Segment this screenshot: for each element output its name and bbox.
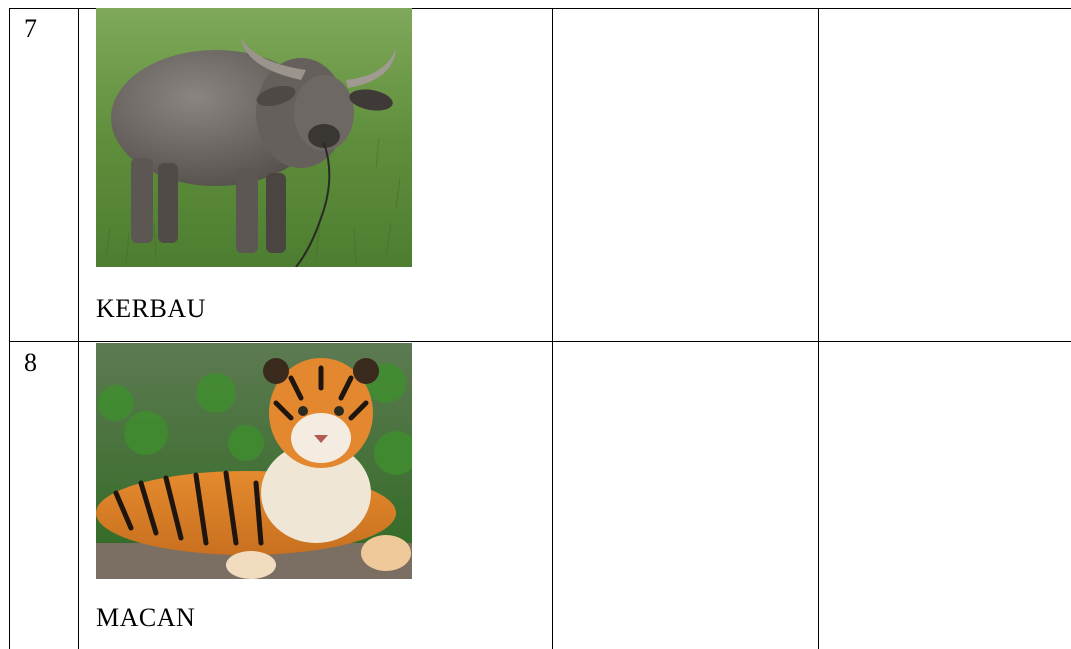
water-buffalo-image: [96, 8, 412, 267]
animal-table: [9, 8, 1071, 649]
table-left-border: [9, 8, 10, 649]
row-number: 7: [24, 14, 37, 43]
animal-label: MACAN: [96, 603, 196, 632]
empty-cell: [553, 342, 818, 649]
empty-cell: [553, 9, 818, 341]
animal-label: KERBAU: [96, 294, 206, 323]
empty-cell: [819, 9, 1071, 341]
row-number: 8: [24, 348, 37, 377]
column-divider: [78, 8, 79, 649]
empty-cell: [819, 342, 1071, 649]
tiger-image: [96, 343, 412, 579]
